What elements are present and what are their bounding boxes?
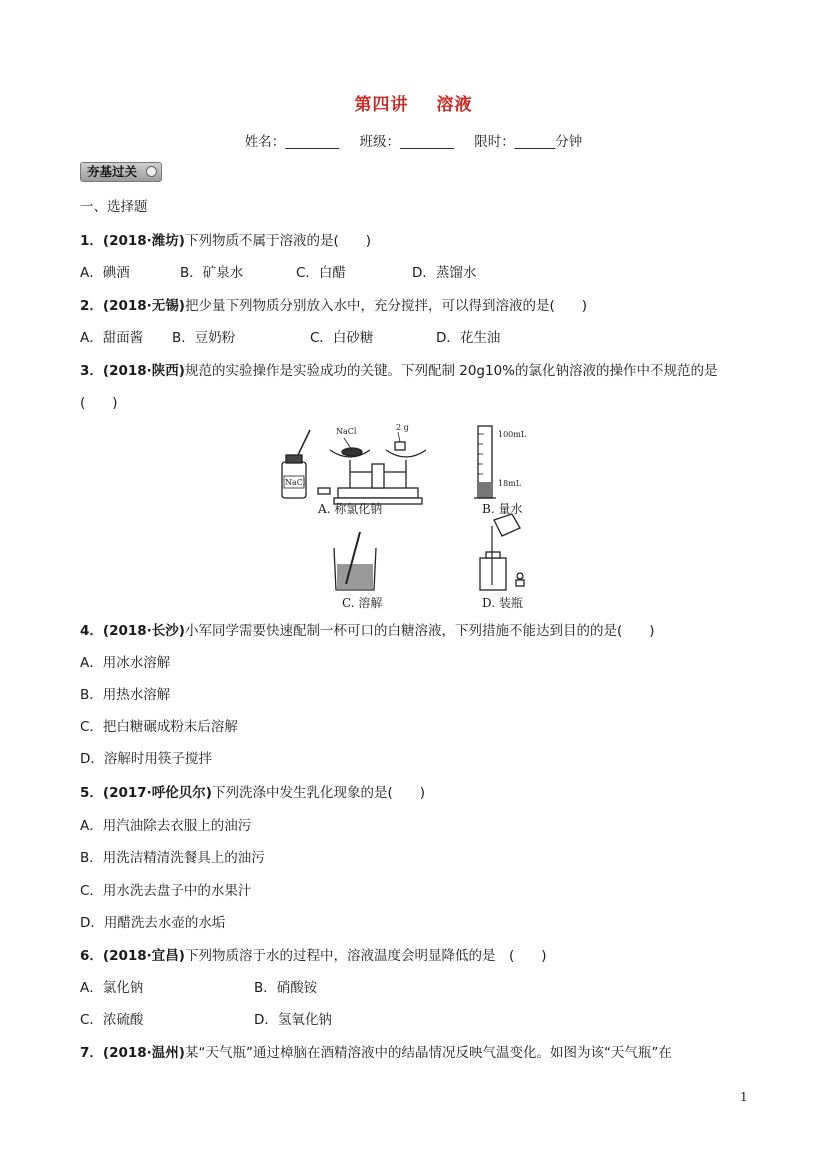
option-a: A．用冰水溶解 <box>80 655 171 671</box>
student-info-row <box>0 130 827 150</box>
beaker-icon <box>334 532 376 590</box>
question-source: (2018·潍坊) <box>102 233 185 249</box>
option-d: D．蒸馏水 <box>412 265 477 281</box>
question-6 <box>80 944 547 964</box>
balance-icon <box>330 432 426 504</box>
question-source: (2018·宜昌) <box>102 948 185 964</box>
badge-label: 夯基过关 <box>87 164 138 179</box>
question-stem: 下列洗涤中发生乳化现象的是( ) <box>211 785 425 801</box>
reagent-bottle-pour-icon <box>480 514 524 590</box>
title-part1: 第四讲 <box>354 95 409 115</box>
question-4 <box>80 619 655 639</box>
question-stem: 下列物质溶于水的过程中，溶液温度会明显降低的是 ( ) <box>184 948 547 964</box>
time-limit-field: 限时：______分钟 <box>474 134 583 150</box>
question-number: 6． <box>80 948 103 964</box>
question-stem: 小军同学需要快速配制一杯可口的白糖溶液，下列措施不能达到目的的是( ) <box>184 623 655 639</box>
title-part2: 溶液 <box>436 95 473 115</box>
option-d: D．用醋洗去水壶的水垢 <box>80 915 226 931</box>
question-2 <box>80 294 587 314</box>
option-b: B．用热水溶解 <box>80 687 171 703</box>
option-d: D．花生油 <box>436 330 501 346</box>
question-source: (2018·温州) <box>102 1045 185 1061</box>
graduated-cylinder-icon <box>474 426 496 498</box>
cylinder-reading-label: 18mL <box>498 479 522 488</box>
question-source: (2018·无锡) <box>102 298 185 314</box>
caption-b: B. 量水 <box>482 502 523 516</box>
option-b: B．用洗洁精清洗餐具上的油污 <box>80 850 265 866</box>
option-c: C．把白糖碾成粉末后溶解 <box>80 719 238 735</box>
question-number: 5． <box>80 785 103 801</box>
option-d: D．氢氧化钠 <box>254 1012 332 1028</box>
question-number: 7． <box>80 1045 103 1061</box>
option-c: C．白醋 <box>296 265 346 281</box>
option-b: B．豆奶粉 <box>172 330 236 346</box>
question-number: 4． <box>80 623 103 639</box>
option-a: A．氯化钠 <box>80 980 144 996</box>
page-title <box>0 90 827 115</box>
question-stem: 把少量下列物质分别放入水中，充分搅拌，可以得到溶液的是( ) <box>184 298 587 314</box>
option-b: B．矿泉水 <box>180 265 244 281</box>
lab-operation-figure <box>270 420 570 610</box>
question-source: (2018·陕西) <box>102 363 185 379</box>
option-a: A．甜面酱 <box>80 330 144 346</box>
badge-circle-icon <box>146 166 157 177</box>
question-source: (2017·呼伦贝尔) <box>102 785 212 801</box>
question-stem: 下列物质不属于溶液的是( ) <box>184 233 371 249</box>
section-heading: 一、选择题 <box>80 199 148 215</box>
nacl-label: NaCl <box>336 427 357 436</box>
question-source: (2018·长沙) <box>102 623 185 639</box>
question-1 <box>80 229 371 249</box>
lab-apparatus-drawing <box>270 420 570 610</box>
question-7 <box>80 1041 672 1061</box>
option-a: A．用汽油除去衣服上的油污 <box>80 818 252 834</box>
question-number: 1． <box>80 233 103 249</box>
question-number: 2． <box>80 298 103 314</box>
option-d: D．溶解时用筷子搅拌 <box>80 751 212 767</box>
question-5 <box>80 781 425 801</box>
question-stem: 规范的实验操作是实验成功的关键。下列配制 20g10%的氯化钠溶液的操作中不规范的是 <box>184 363 718 379</box>
question-3-blank: ( ) <box>80 395 118 411</box>
option-a: A．碘酒 <box>80 265 130 281</box>
weight-label: 2 g <box>396 423 409 432</box>
caption-d: D. 装瓶 <box>482 596 523 610</box>
section-badge <box>80 162 162 182</box>
cylinder-top-label: 100mL <box>498 430 527 439</box>
name-field: 姓名：________ <box>244 134 340 150</box>
bottle-label: NaCl <box>285 478 306 487</box>
option-c: C．白砂糖 <box>310 330 374 346</box>
option-c: C．浓硫酸 <box>80 1012 144 1028</box>
question-number: 3． <box>80 363 103 379</box>
question-stem: 某“天气瓶”通过樟脑在酒精溶液中的结晶情况反映气温变化。如图为该“天气瓶”在 <box>184 1045 672 1061</box>
page-number: 1 <box>740 1090 748 1104</box>
question-3 <box>80 359 718 379</box>
class-field: 班级：________ <box>359 134 454 150</box>
caption-c: C. 溶解 <box>342 596 383 610</box>
option-b: B．硝酸铵 <box>254 980 318 996</box>
reagent-bottle-icon <box>282 430 310 498</box>
option-c: C．用水洗去盘子中的水果汁 <box>80 883 252 899</box>
caption-a: A. 称氯化钠 <box>318 502 383 516</box>
